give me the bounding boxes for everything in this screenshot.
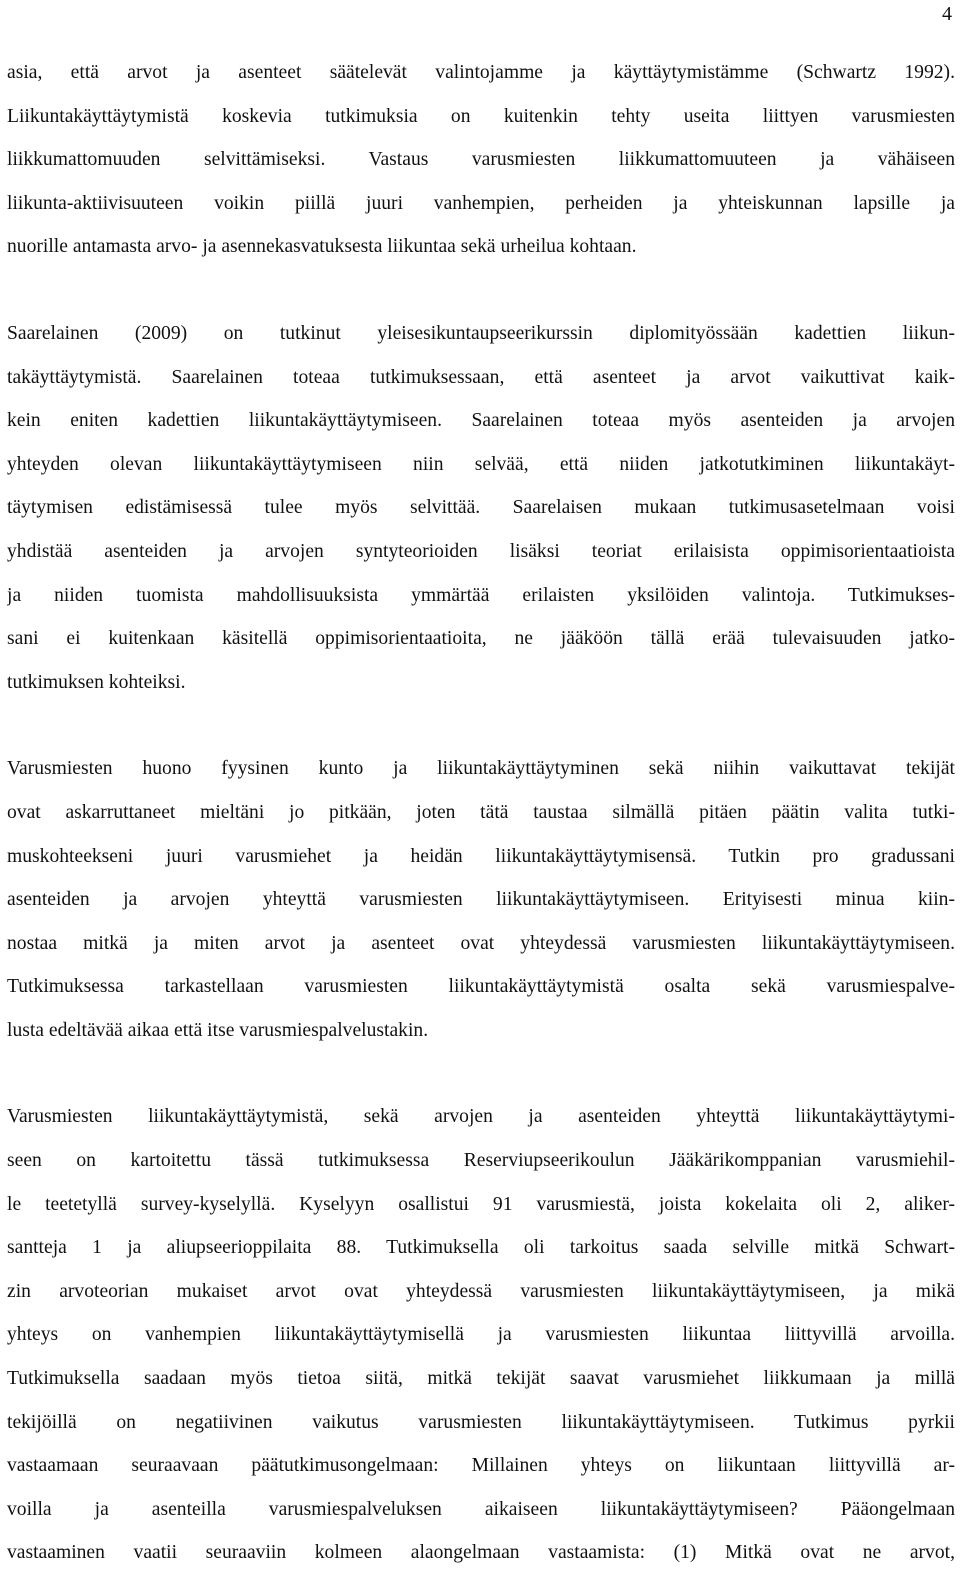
text-line: nostaa mitkä ja miten arvot ja asenteet ovat yhteydessä varusmiesten liikuntakäyttäytymiseen. <box>7 932 955 954</box>
text-line: zin arvoteorian mukaiset arvot ovat yhteydessä varusmiesten liikuntakäyttäytymiseen, ja mikä <box>7 1280 955 1302</box>
text-line: takäyttäytymistä. Saarelainen toteaa tutkimuksessaan, että asenteet ja arvot vaikuttivat kaik- <box>7 366 955 388</box>
text-line: Tutkimuksessa tarkastellaan varusmiesten liikuntakäyttäytymistä osalta sekä varusmiespalve- <box>7 976 955 998</box>
text-line: liikkumattomuuden selvittämiseksi. Vastaus varusmiesten liikkumattomuuteen ja vähäiseen <box>7 149 955 171</box>
text-line: Varusmiesten liikuntakäyttäytymistä, sekä arvojen ja asenteiden yhteyttä liikuntakäyttäytymi- <box>7 1106 955 1128</box>
text-line: liikunta-aktiivisuuteen voikin piillä juuri vanhempien, perheiden ja yhteiskunnan lapsille ja <box>7 192 955 214</box>
text-line: yhdistää asenteiden ja arvojen syntyteorioiden lisäksi teoriat erilaisista oppimisorientaatioista <box>7 540 955 562</box>
paragraph-3 <box>7 747 955 1052</box>
text-line: Liikuntakäyttäytymistä koskevia tutkimuksia on kuitenkin tehty useita liittyen varusmiesten <box>7 105 955 127</box>
text-line: yhteyden olevan liikuntakäyttäytymiseen niin selvää, että niiden jatkotutkiminen liikuntakäyt- <box>7 453 955 475</box>
text-line: Varusmiesten huono fyysinen kunto ja liikuntakäyttäytyminen sekä niihin vaikuttavat tekijät <box>7 758 955 780</box>
text-line: sani ei kuitenkaan käsitellä oppimisorientaatioita, ne jääköön tällä erää tulevaisuuden jatko- <box>7 628 955 650</box>
text-line: tutkimuksen kohteiksi. <box>7 671 186 693</box>
text-line: kein eniten kadettien liikuntakäyttäytymiseen. Saarelainen toteaa myös asenteiden ja arvojen <box>7 410 955 432</box>
text-line: muskohteekseni juuri varusmiehet ja heidän liikuntakäyttäytymisensä. Tutkin pro gradussani <box>7 845 955 867</box>
text-line: Tutkimuksella saadaan myös tietoa siitä, mitkä tekijät saavat varusmiehet liikkumaan ja millä <box>7 1368 955 1390</box>
text-line: vastaaminen vaatii seuraaviin kolmeen alaongelmaan vastaamista: (1) Mitkä ovat ne arvot, <box>7 1542 955 1564</box>
text-line: vastaamaan seuraavaan päätutkimusongelmaan: Millainen yhteys on liikuntaan liittyvillä ar- <box>7 1455 955 1477</box>
paragraph-1 <box>7 51 955 269</box>
text-line: santteja 1 ja aliupseerioppilaita 88. Tutkimuksella oli tarkoitus saada selville mitkä Schwart- <box>7 1237 955 1259</box>
text-line: asia, että arvot ja asenteet säätelevät valintojamme ja käyttäytymistämme (Schwartz 1992). <box>7 62 955 83</box>
text-line: ovat askarruttaneet mieltäni jo pitkään, joten tätä taustaa silmällä pitäen päätin valita tutki- <box>7 801 955 823</box>
text-line: nuorille antamasta arvo- ja asennekasvatuksesta liikuntaa sekä urheilua kohtaan. <box>7 236 637 258</box>
paragraph-2 <box>7 312 955 704</box>
text-line: yhteys on vanhempien liikuntakäyttäytymisellä ja varusmiesten liikuntaa liittyvillä arvoilla. <box>7 1324 955 1346</box>
page-number: 4 <box>942 3 952 25</box>
text-line: lusta edeltävää aikaa että itse varusmiespalvelustakin. <box>7 1019 429 1041</box>
text-line: ja niiden tuomista mahdollisuuksista ymmärtää erilaisten yksilöiden valintoja. Tutkimukses- <box>7 584 955 606</box>
text-line: voilla ja asenteilla varusmiespalveluksen aikaiseen liikuntakäyttäytymiseen? Pääongelmaan <box>7 1498 955 1520</box>
text-line: täytymisen edistämisessä tulee myös selvittää. Saarelaisen mukaan tutkimusasetelmaan voisi <box>7 497 955 519</box>
text-line: seen on kartoitettu tässä tutkimuksessa Reserviupseerikoulun Jääkärikomppanian varusmiehil- <box>7 1150 955 1172</box>
text-line: le teetetyllä survey-kyselyllä. Kyselyyn osallistui 91 varusmiestä, joista kokelaita oli 2, aliker- <box>7 1193 955 1215</box>
paragraph-4 <box>7 1095 955 1575</box>
document-body <box>7 51 955 1575</box>
text-line: asenteiden ja arvojen yhteyttä varusmiesten liikuntakäyttäytymiseen. Erityisesti minua kiin- <box>7 889 955 911</box>
text-line: tekijöillä on negatiivinen vaikutus varusmiesten liikuntakäyttäytymiseen. Tutkimus pyrkii <box>7 1411 955 1433</box>
text-line: Saarelainen (2009) on tutkinut yleisesikuntaupseerikurssin diplomityössään kadettien liikun- <box>7 322 955 344</box>
